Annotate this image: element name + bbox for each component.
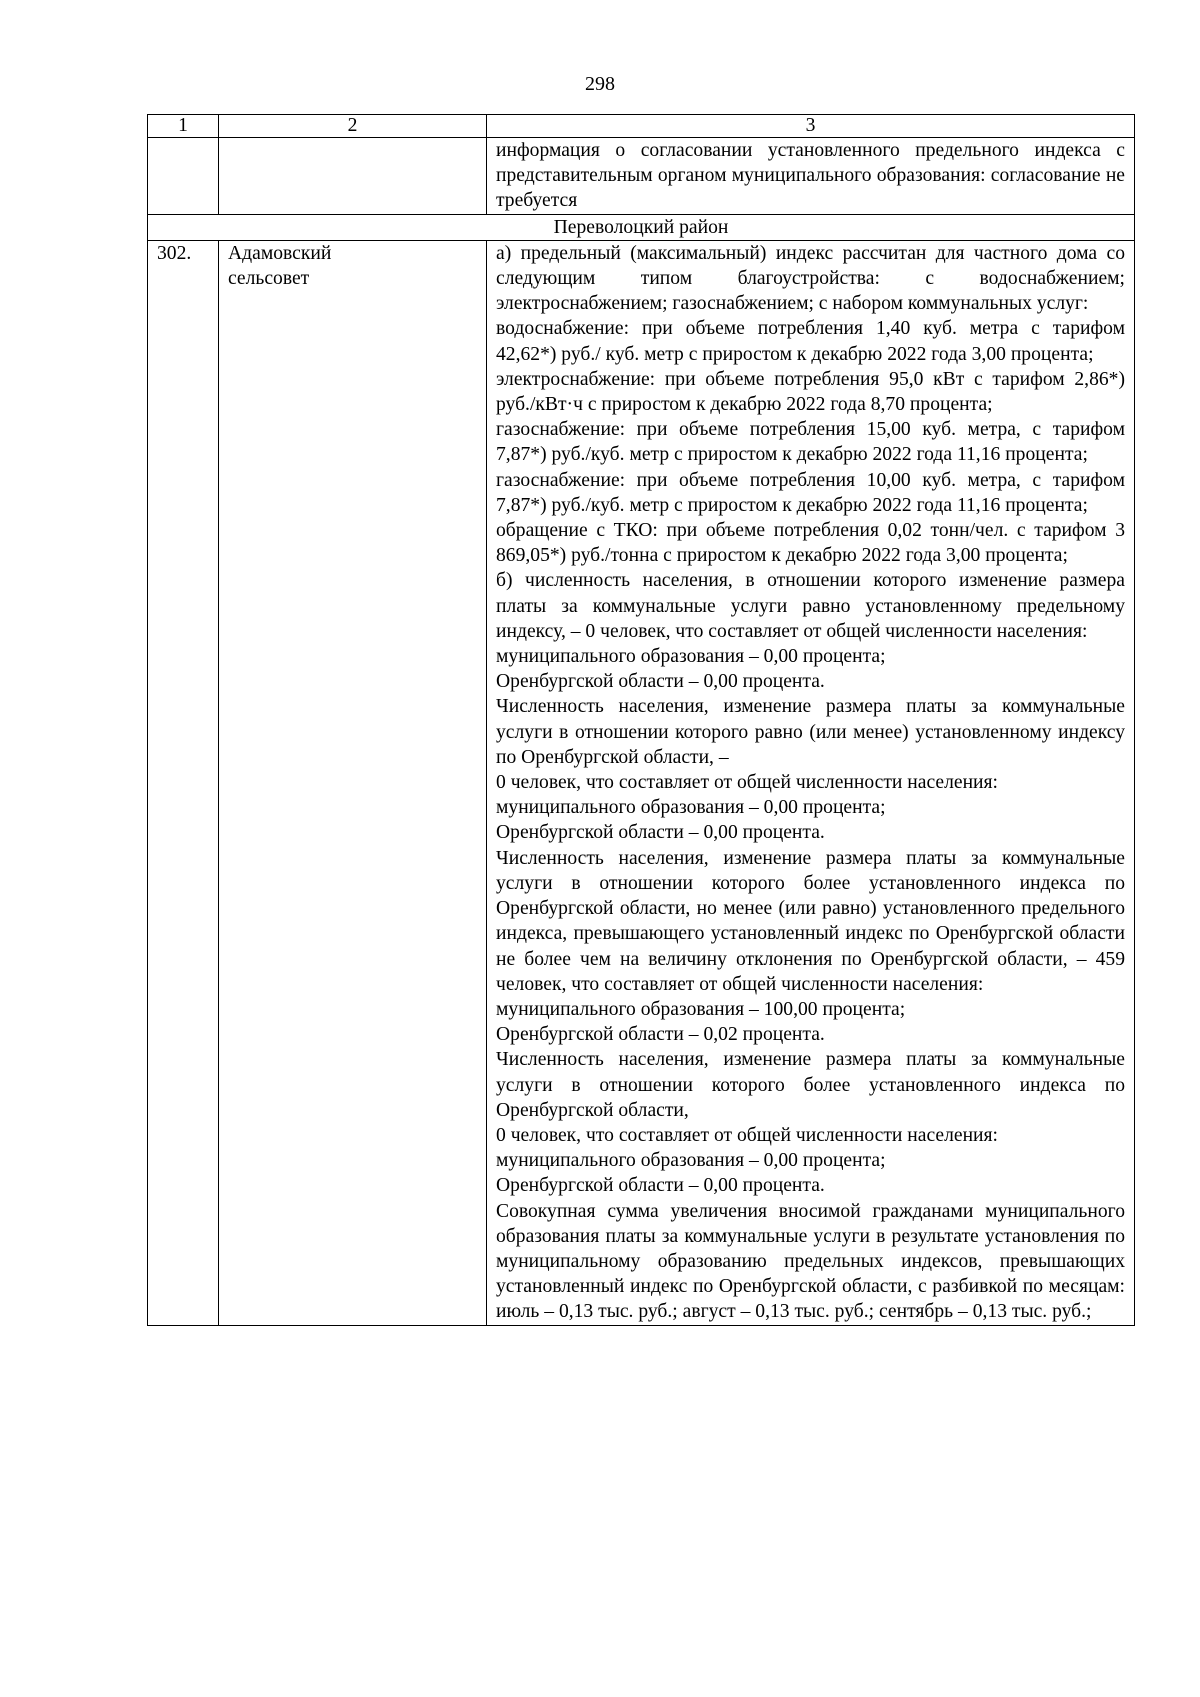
continuation-row <box>148 138 1135 215</box>
paragraph: муниципального образования – 0,00 процента; <box>496 1150 886 1172</box>
paragraph: обращение с ТКО: при объеме потребления 0,02 тонн/чел. с тарифом 3 869,05*) руб./тонна с приростом к декабрю 2022 года 3,00 процента; <box>496 520 1125 567</box>
paragraph: муниципального образования – 100,00 процента; <box>496 998 906 1020</box>
column-header-1: 1 <box>148 115 219 138</box>
paragraph: водоснабжение: при объеме потребления 1,40 куб. метра с тарифом 42,62*) руб./ куб. метр с приростом к декабрю 2022 года 3,00 процента; <box>496 318 1125 365</box>
column-header-3: 3 <box>487 115 1135 138</box>
continuation-cell-text <box>487 138 1135 215</box>
paragraph: газоснабжение: при объеме потребления 10,00 куб. метра, с тарифом 7,87*) руб./куб. метр с приростом к декабрю 2022 года 11,16 процента; <box>496 469 1125 516</box>
paragraph: 0 человек, что составляет от общей численности населения: <box>496 772 999 794</box>
paragraph: газоснабжение: при объеме потребления 15,00 куб. метра, с тарифом 7,87*) руб./куб. метр с приростом к декабрю 2022 года 11,16 процента; <box>496 419 1125 466</box>
paragraph: Оренбургской области – 0,02 процента. <box>496 1024 825 1046</box>
column-header-2: 2 <box>219 115 487 138</box>
paragraph: Совокупная сумма увеличения вносимой гражданами муниципального образования платы за коммунальные услуги в результате установления по муниципальному образованию предельных индексов, превышающих установленный индекс по Оренбургской области, с разбивкой по месяцам: июль – 0,13 тыс. руб.; август – 0,13 тыс. руб.; сентябрь – 0,13 тыс. руб.; <box>496 1200 1125 1323</box>
paragraph: Оренбургской области – 0,00 процента. <box>496 822 825 844</box>
table-row <box>148 240 1135 1325</box>
paragraph: Численность населения, изменение размера платы за коммунальные услуги в отношении которого более установленного индекса по Оренбургской области, <box>496 1049 1125 1121</box>
table-header-row <box>148 115 1135 138</box>
section-title: Переволоцкий район <box>148 214 1135 240</box>
document-table <box>147 114 1135 1326</box>
paragraph: а) предельный (максимальный) индекс рассчитан для частного дома со следующим типом благоустройства: с водоснабжением; электроснабжением; газоснабжением; с набором коммунальных услуг: <box>496 242 1125 315</box>
paragraph: муниципального образования – 0,00 процента; <box>496 646 886 668</box>
continuation-text: информация о согласовании установленного предельного индекса с представительным органом муниципального образования: согласование не требуется <box>496 140 1125 212</box>
paragraph: муниципального образования – 0,00 процента; <box>496 797 886 819</box>
continuation-cell-number <box>148 138 219 215</box>
paragraph: б) численность населения, в отношении которого изменение размера платы за коммунальные услуги равно установленному предельному индексу, – 0 человек, что составляет от общей численности населения: <box>496 570 1125 642</box>
row-name <box>219 240 487 1325</box>
paragraph: Численность населения, изменение размера платы за коммунальные услуги в отношении которого более установленного индекса по Оренбургской области, но менее (или равно) установленного предельного индекса, превышающего установленный индекс по Оренбургской области не более чем на величину отклонения по Оренбургской области, – 459 человек, что составляет от общей численности населения: <box>496 847 1125 995</box>
row-name-line-1: Адамовский <box>228 242 332 264</box>
continuation-cell-name <box>219 138 487 215</box>
row-name-line-2: сельсовет <box>228 268 310 290</box>
page-number: 298 <box>585 73 615 95</box>
paragraph: 0 человек, что составляет от общей численности населения: <box>496 1124 999 1146</box>
row-number: 302. <box>148 240 219 1325</box>
section-row <box>148 214 1135 240</box>
paragraph: электроснабжение: при объеме потребления 95,0 кВт с тарифом 2,86*) руб./кВт·ч с приростом к декабрю 2022 года 8,70 процента; <box>496 368 1125 416</box>
paragraph: Оренбургской области – 0,00 процента. <box>496 1175 825 1197</box>
paragraph: Численность населения, изменение размера платы за коммунальные услуги в отношении которого равно (или менее) установленному индексу по Оренбургской области, – <box>496 696 1125 768</box>
row-content <box>487 240 1135 1325</box>
paragraph: Оренбургской области – 0,00 процента. <box>496 671 825 693</box>
